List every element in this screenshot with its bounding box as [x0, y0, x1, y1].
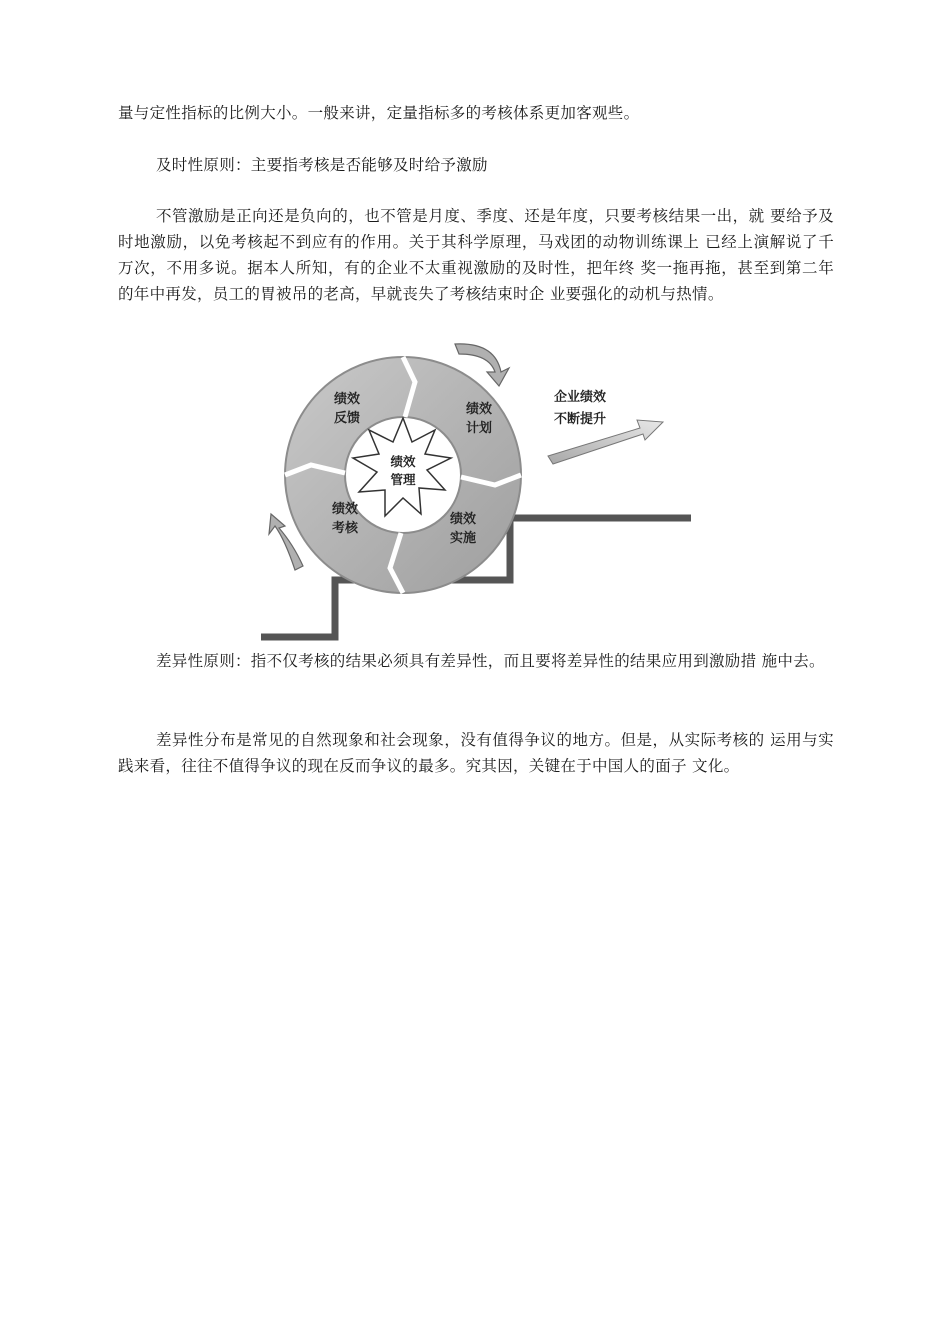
segment-label-implement-line2: 实施 — [449, 531, 477, 546]
side-label-line1: 企业绩效 — [553, 390, 607, 405]
paragraph-timeliness-body: 不管激励是正向还是负向的，也不管是月度、季度、还是年度，只要考核结果一出，就 要给予及时地激励，以免考核起不到应有的作用。关于其科学原理，马戏团的动物训练课上 已经上演解说了千万次，不用多说。据本人所知，有的企业不太重视激励的及时性，把年终 奖一拖再拖，甚至到第二年的年中再发，员工的胃被吊的老高，早就丧失了考核结束时企 业要强化的动机与热情。 — [118, 207, 834, 303]
performance-cycle-diagram — [255, 330, 705, 648]
segment-label-review-line1: 绩效 — [331, 502, 359, 517]
center-label-line1: 绩效 — [390, 454, 416, 469]
segment-label-feedback-line1: 绩效 — [333, 392, 361, 407]
paragraph-1: 量与定性指标的比例大小。一般来讲，定量指标多的考核体系更加客观些。 — [118, 104, 640, 122]
center-label-line2: 管理 — [390, 472, 416, 487]
segment-label-feedback-line2: 反馈 — [333, 411, 361, 426]
segment-label-implement-line1: 绩效 — [449, 512, 477, 527]
segment-label-review-line2: 考核 — [331, 521, 359, 536]
segment-label-plan-line1: 绩效 — [465, 402, 493, 417]
performance-cycle-svg — [255, 330, 705, 648]
paragraph-difference-body: 差异性分布是常见的自然现象和社会现象，没有值得争议的地方。但是，从实际考核的 运用与实践来看，往往不值得争议的现在反而争议的最多。究其因，关键在于中国人的面子 文化。 — [118, 731, 834, 775]
paragraph-difference-heading: 差异性原则：指不仅考核的结果必须具有差异性，而且要将差异性的结果应用到激励措 施中去。 — [156, 652, 825, 670]
segment-label-plan-line2: 计划 — [465, 421, 493, 436]
paragraph-timeliness-heading: 及时性原则：主要指考核是否能够及时给予激励 — [156, 156, 488, 174]
side-label-line2: 不断提升 — [553, 412, 607, 427]
